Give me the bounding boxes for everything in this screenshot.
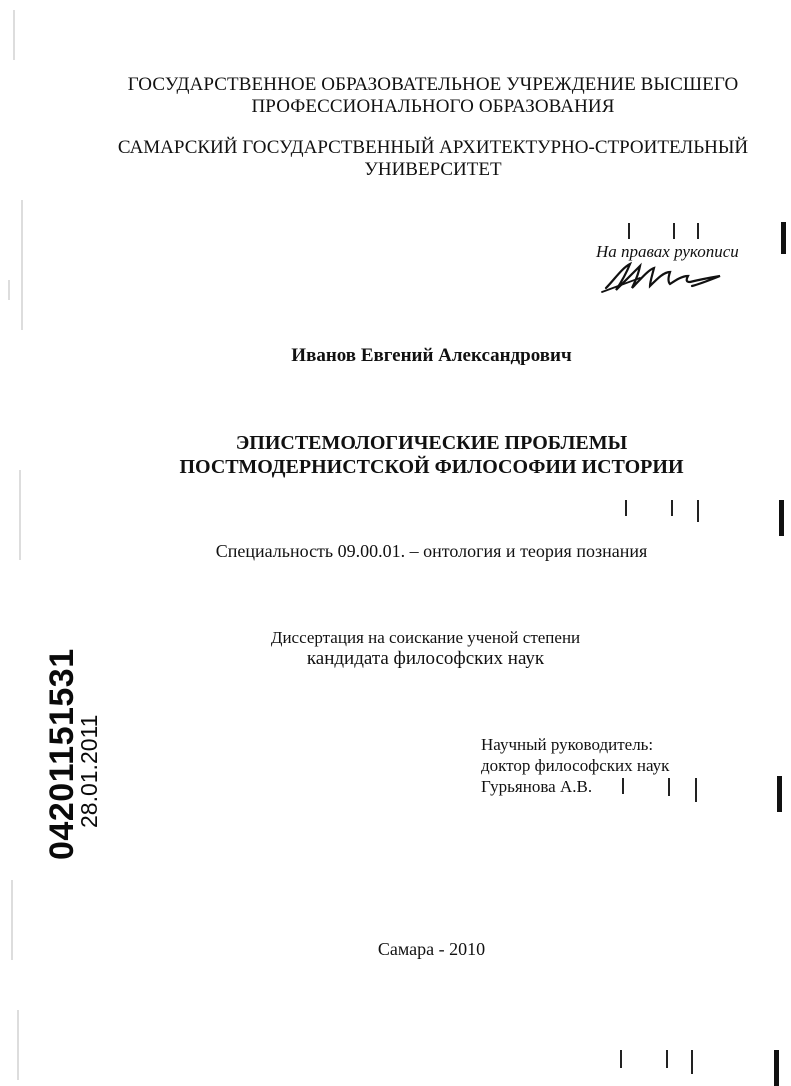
specialty: Специальность 09.00.01. – онтология и теория познания [215, 541, 648, 561]
margin-tick [774, 1050, 779, 1086]
degree-line-2: кандидата философских наук [306, 648, 545, 669]
margin-tick [695, 778, 697, 802]
margin-tick [666, 1050, 668, 1068]
margin-tick [777, 776, 782, 812]
margin-tick [691, 1050, 693, 1074]
supervisor-block [481, 734, 669, 797]
author-name: Иванов Евгений Александрович [291, 345, 572, 366]
margin-tick [781, 222, 786, 254]
university-line-2: УНИВЕРСИТЕТ [364, 159, 502, 180]
city-year: Самара - 2010 [377, 939, 486, 959]
title-line-2: ПОСТМОДЕРНИСТСКОЙ ФИЛОСОФИИ ИСТОРИИ [179, 456, 684, 478]
university-header [28, 137, 791, 181]
margin-tick [628, 223, 630, 239]
degree-line-1: Диссертация на соискание ученой степени [270, 628, 581, 647]
signature [600, 258, 740, 294]
margin-tick [620, 1050, 622, 1068]
degree-statement [30, 627, 791, 669]
institution-line-1: ГОСУДАРСТВЕННОЕ ОБРАЗОВАТЕЛЬНОЕ УЧРЕЖДЕНИЕ ВЫСШЕГО [127, 74, 739, 95]
institution-line-2: ПРОФЕССИОНАЛЬНОГО ОБРАЗОВАНИЯ [251, 96, 615, 117]
institution-header [28, 74, 791, 118]
supervisor-name: Гурьянова А.В. [481, 777, 593, 796]
supervisor-label: Научный руководитель: [481, 735, 654, 754]
margin-tick [671, 500, 673, 516]
supervisor-rank: доктор философских наук [481, 756, 670, 775]
dissertation-title [36, 431, 791, 479]
library-stamp-number: 04201151531 [43, 648, 81, 860]
margin-tick [673, 223, 675, 239]
university-line-1: САМАРСКИЙ ГОСУДАРСТВЕННЫЙ АРХИТЕКТУРНО-СТРОИТЕЛЬНЫЙ [117, 137, 749, 158]
manuscript-note: На правах рукописи [596, 242, 739, 261]
margin-tick [697, 500, 699, 522]
margin-tick [779, 500, 784, 536]
margin-tick [697, 223, 699, 239]
title-line-1: ЭПИСТЕМОЛОГИЧЕСКИЕ ПРОБЛЕМЫ [235, 432, 628, 454]
margin-tick [625, 500, 627, 516]
library-stamp-date: 28.01.2011 [76, 714, 102, 828]
